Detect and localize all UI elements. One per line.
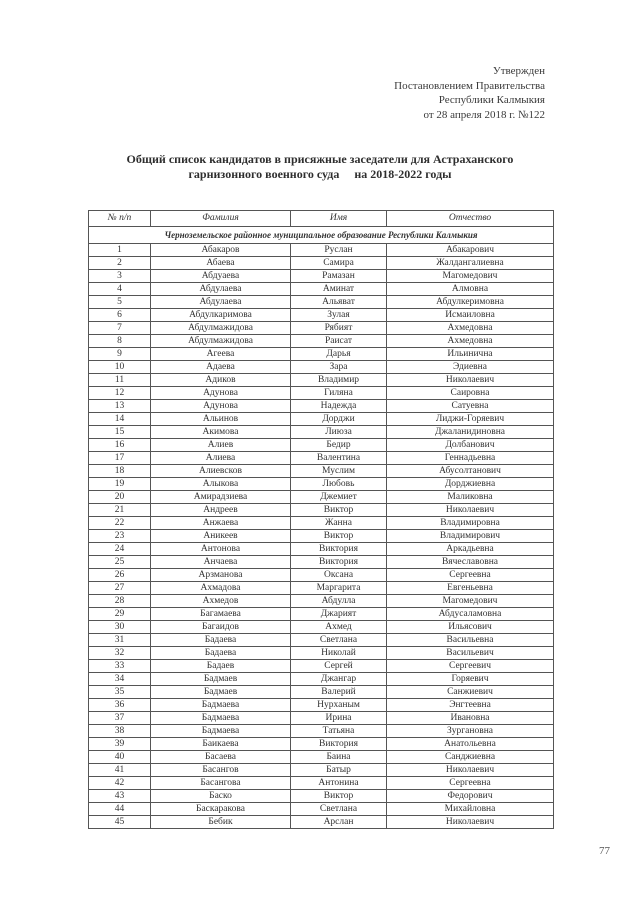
table-row (89, 257, 554, 270)
cell-surname: Басангова (151, 777, 291, 790)
cell-surname: Багамаева (151, 608, 291, 621)
header-patronymic: Отчество (387, 211, 554, 227)
cell-patronymic: Ивановна (387, 712, 554, 725)
cell-patronymic: Аркадьевна (387, 543, 554, 556)
cell-number: 44 (89, 803, 151, 816)
cell-number: 18 (89, 465, 151, 478)
cell-surname: Баикаева (151, 738, 291, 751)
cell-surname: Бадаев (151, 660, 291, 673)
table-row (89, 647, 554, 660)
table-row (89, 816, 554, 829)
cell-number: 13 (89, 400, 151, 413)
cell-name: Сергей (291, 660, 387, 673)
cell-number: 33 (89, 660, 151, 673)
cell-name: Антонина (291, 777, 387, 790)
cell-number: 7 (89, 322, 151, 335)
table-row (89, 348, 554, 361)
cell-name: Татьяна (291, 725, 387, 738)
cell-patronymic: Абусолтанович (387, 465, 554, 478)
cell-name: Валерий (291, 686, 387, 699)
cell-surname: Альинов (151, 413, 291, 426)
table-row (89, 621, 554, 634)
table-row (89, 595, 554, 608)
table-row (89, 543, 554, 556)
cell-patronymic: Джаланидиновна (387, 426, 554, 439)
cell-name: Маргарита (291, 582, 387, 595)
cell-name: Оксана (291, 569, 387, 582)
cell-name: Рябият (291, 322, 387, 335)
cell-name: Виктор (291, 530, 387, 543)
cell-surname: Арзманова (151, 569, 291, 582)
cell-patronymic: Энгтеевна (387, 699, 554, 712)
cell-patronymic: Сергеевна (387, 569, 554, 582)
cell-name: Баина (291, 751, 387, 764)
cell-patronymic: Ахмедовна (387, 322, 554, 335)
header-surname: Фамилия (151, 211, 291, 227)
cell-surname: Акимова (151, 426, 291, 439)
header-name: Имя (291, 211, 387, 227)
cell-number: 43 (89, 790, 151, 803)
cell-number: 35 (89, 686, 151, 699)
cell-surname: Бадаева (151, 647, 291, 660)
table-row (89, 569, 554, 582)
table-row (89, 465, 554, 478)
header-number: № п/п (89, 211, 151, 227)
cell-patronymic: Магомедович (387, 595, 554, 608)
cell-surname: Бадаева (151, 634, 291, 647)
table-row (89, 751, 554, 764)
cell-patronymic: Жалдангалиевна (387, 257, 554, 270)
section-row (89, 227, 554, 244)
table-row (89, 634, 554, 647)
cell-surname: Антонова (151, 543, 291, 556)
approval-line: Республики Калмыкия (438, 94, 545, 106)
table-row (89, 478, 554, 491)
cell-patronymic: Николаевич (387, 374, 554, 387)
cell-patronymic: Зургановна (387, 725, 554, 738)
table-row (89, 530, 554, 543)
cell-surname: Агеева (151, 348, 291, 361)
cell-name: Зулая (291, 309, 387, 322)
cell-name: Виктор (291, 504, 387, 517)
cell-patronymic: Саировна (387, 387, 554, 400)
cell-surname: Багаидов (151, 621, 291, 634)
cell-patronymic: Лиджи-Горяевич (387, 413, 554, 426)
cell-number: 6 (89, 309, 151, 322)
cell-number: 27 (89, 582, 151, 595)
title-line: Общий список кандидатов в присяжные заседатели для Астраханского (126, 152, 514, 166)
cell-surname: Бадмаев (151, 686, 291, 699)
table-row (89, 439, 554, 452)
table-header-row (89, 211, 554, 227)
table-row (89, 582, 554, 595)
table-row (89, 556, 554, 569)
cell-number: 21 (89, 504, 151, 517)
cell-number: 26 (89, 569, 151, 582)
cell-surname: Ахмедов (151, 595, 291, 608)
table-row (89, 244, 554, 257)
table-row (89, 660, 554, 673)
cell-surname: Алиевсков (151, 465, 291, 478)
cell-name: Джарият (291, 608, 387, 621)
cell-name: Бедир (291, 439, 387, 452)
cell-number: 11 (89, 374, 151, 387)
cell-surname: Ахмадова (151, 582, 291, 595)
cell-surname: Алыкова (151, 478, 291, 491)
table-row (89, 673, 554, 686)
cell-patronymic: Эдиевна (387, 361, 554, 374)
table-row (89, 361, 554, 374)
title-line: гарнизонного военного суда на 2018-2022 годы (188, 167, 452, 181)
cell-patronymic: Николаевич (387, 764, 554, 777)
table-row (89, 400, 554, 413)
cell-name: Владимир (291, 374, 387, 387)
cell-number: 20 (89, 491, 151, 504)
table-row (89, 725, 554, 738)
cell-name: Арслан (291, 816, 387, 829)
cell-patronymic: Абдулкеримовна (387, 296, 554, 309)
cell-patronymic: Владимировна (387, 517, 554, 530)
cell-number: 42 (89, 777, 151, 790)
cell-patronymic: Алмовна (387, 283, 554, 296)
cell-name: Ахмед (291, 621, 387, 634)
cell-patronymic: Евгеньевна (387, 582, 554, 595)
cell-number: 31 (89, 634, 151, 647)
cell-number: 2 (89, 257, 151, 270)
cell-name: Светлана (291, 634, 387, 647)
cell-number: 25 (89, 556, 151, 569)
cell-surname: Алиев (151, 439, 291, 452)
cell-patronymic: Санджиевна (387, 751, 554, 764)
table-row (89, 335, 554, 348)
cell-name: Самира (291, 257, 387, 270)
table-row (89, 387, 554, 400)
cell-surname: Бадмаева (151, 712, 291, 725)
cell-number: 23 (89, 530, 151, 543)
cell-name: Абдулла (291, 595, 387, 608)
cell-patronymic: Ильинична (387, 348, 554, 361)
cell-surname: Абдулкаримова (151, 309, 291, 322)
cell-name: Аминат (291, 283, 387, 296)
cell-number: 4 (89, 283, 151, 296)
table-row (89, 517, 554, 530)
cell-name: Николай (291, 647, 387, 660)
cell-number: 28 (89, 595, 151, 608)
cell-surname: Анжаева (151, 517, 291, 530)
table-row (89, 712, 554, 725)
table-row (89, 270, 554, 283)
section-title: Черноземельское районное муниципальное образование Республики Калмыкия (89, 227, 554, 244)
table-row (89, 309, 554, 322)
cell-name: Джангар (291, 673, 387, 686)
approval-line: от 28 апреля 2018 г. №122 (423, 108, 545, 121)
cell-number: 16 (89, 439, 151, 452)
cell-patronymic: Владимирович (387, 530, 554, 543)
table-row (89, 504, 554, 517)
cell-name: Ирина (291, 712, 387, 725)
cell-name: Виктория (291, 738, 387, 751)
cell-patronymic: Маликовна (387, 491, 554, 504)
cell-patronymic: Дорджиевна (387, 478, 554, 491)
cell-patronymic: Абдусаламовна (387, 608, 554, 621)
cell-surname: Анчаева (151, 556, 291, 569)
cell-number: 12 (89, 387, 151, 400)
cell-number: 32 (89, 647, 151, 660)
cell-name: Раисат (291, 335, 387, 348)
cell-patronymic: Исмаиловна (387, 309, 554, 322)
cell-surname: Аникеев (151, 530, 291, 543)
cell-patronymic: Ахмедовна (387, 335, 554, 348)
table-row (89, 296, 554, 309)
cell-surname: Абакаров (151, 244, 291, 257)
cell-number: 45 (89, 816, 151, 829)
table-row (89, 790, 554, 803)
cell-number: 1 (89, 244, 151, 257)
cell-surname: Абаева (151, 257, 291, 270)
cell-surname: Адунова (151, 387, 291, 400)
cell-surname: Адунова (151, 400, 291, 413)
cell-number: 37 (89, 712, 151, 725)
cell-number: 40 (89, 751, 151, 764)
table-row (89, 738, 554, 751)
cell-number: 19 (89, 478, 151, 491)
cell-patronymic: Абакарович (387, 244, 554, 257)
cell-patronymic: Федорович (387, 790, 554, 803)
cell-surname: Амирадзиева (151, 491, 291, 504)
cell-number: 39 (89, 738, 151, 751)
page-number: 77 (599, 845, 610, 857)
cell-surname: Бадмаева (151, 699, 291, 712)
cell-surname: Абдулмажидова (151, 322, 291, 335)
approval-block (394, 64, 545, 122)
table-row (89, 374, 554, 387)
cell-patronymic: Васильевна (387, 634, 554, 647)
cell-patronymic: Сатуевна (387, 400, 554, 413)
cell-surname: Бадмаев (151, 673, 291, 686)
cell-patronymic: Васильевич (387, 647, 554, 660)
cell-patronymic: Горяевич (387, 673, 554, 686)
cell-patronymic: Ильясович (387, 621, 554, 634)
table-row (89, 491, 554, 504)
cell-patronymic: Михайловна (387, 803, 554, 816)
table-row (89, 413, 554, 426)
cell-patronymic: Николаевич (387, 504, 554, 517)
cell-surname: Адаева (151, 361, 291, 374)
cell-surname: Басаева (151, 751, 291, 764)
cell-number: 30 (89, 621, 151, 634)
table-row (89, 803, 554, 816)
cell-name: Дорджи (291, 413, 387, 426)
cell-number: 17 (89, 452, 151, 465)
cell-surname: Адиков (151, 374, 291, 387)
table-row (89, 452, 554, 465)
cell-number: 38 (89, 725, 151, 738)
cell-surname: Бадмаева (151, 725, 291, 738)
cell-name: Лиюза (291, 426, 387, 439)
cell-number: 9 (89, 348, 151, 361)
cell-number: 22 (89, 517, 151, 530)
cell-patronymic: Вячеславовна (387, 556, 554, 569)
cell-surname: Бебик (151, 816, 291, 829)
document-title (0, 152, 640, 182)
cell-patronymic: Магомедович (387, 270, 554, 283)
table-row (89, 686, 554, 699)
cell-name: Муслим (291, 465, 387, 478)
approval-line: Утвержден (492, 65, 545, 77)
cell-name: Нурханым (291, 699, 387, 712)
table-row (89, 764, 554, 777)
table-row (89, 608, 554, 621)
cell-patronymic: Санжиевич (387, 686, 554, 699)
cell-number: 5 (89, 296, 151, 309)
cell-number: 3 (89, 270, 151, 283)
cell-surname: Баско (151, 790, 291, 803)
cell-patronymic: Сергеевна (387, 777, 554, 790)
cell-number: 14 (89, 413, 151, 426)
cell-surname: Абдулаева (151, 296, 291, 309)
cell-surname: Басангов (151, 764, 291, 777)
cell-surname: Андреев (151, 504, 291, 517)
cell-name: Альяват (291, 296, 387, 309)
cell-name: Зара (291, 361, 387, 374)
cell-name: Джемиет (291, 491, 387, 504)
cell-surname: Абдуаева (151, 270, 291, 283)
cell-name: Виктор (291, 790, 387, 803)
cell-name: Батыр (291, 764, 387, 777)
cell-patronymic: Геннадьевна (387, 452, 554, 465)
cell-name: Любовь (291, 478, 387, 491)
cell-surname: Баскаракова (151, 803, 291, 816)
cell-patronymic: Сергеевич (387, 660, 554, 673)
cell-name: Виктория (291, 556, 387, 569)
table-row (89, 322, 554, 335)
cell-patronymic: Долбанович (387, 439, 554, 452)
cell-name: Рамазан (291, 270, 387, 283)
cell-number: 8 (89, 335, 151, 348)
cell-surname: Абдулмажидова (151, 335, 291, 348)
cell-name: Надежда (291, 400, 387, 413)
cell-name: Светлана (291, 803, 387, 816)
cell-number: 36 (89, 699, 151, 712)
cell-number: 24 (89, 543, 151, 556)
cell-name: Руслан (291, 244, 387, 257)
cell-patronymic: Анатольевна (387, 738, 554, 751)
cell-name: Дарья (291, 348, 387, 361)
cell-name: Валентина (291, 452, 387, 465)
table-row (89, 699, 554, 712)
table-row (89, 283, 554, 296)
cell-number: 41 (89, 764, 151, 777)
approval-line: Постановлением Правительства (394, 79, 545, 92)
cell-number: 34 (89, 673, 151, 686)
cell-name: Жанна (291, 517, 387, 530)
cell-number: 10 (89, 361, 151, 374)
candidates-table (88, 210, 554, 829)
cell-name: Гиляна (291, 387, 387, 400)
cell-number: 29 (89, 608, 151, 621)
cell-surname: Алиева (151, 452, 291, 465)
table-row (89, 777, 554, 790)
table-row (89, 426, 554, 439)
cell-surname: Абдулаева (151, 283, 291, 296)
cell-name: Виктория (291, 543, 387, 556)
cell-patronymic: Николаевич (387, 816, 554, 829)
cell-number: 15 (89, 426, 151, 439)
